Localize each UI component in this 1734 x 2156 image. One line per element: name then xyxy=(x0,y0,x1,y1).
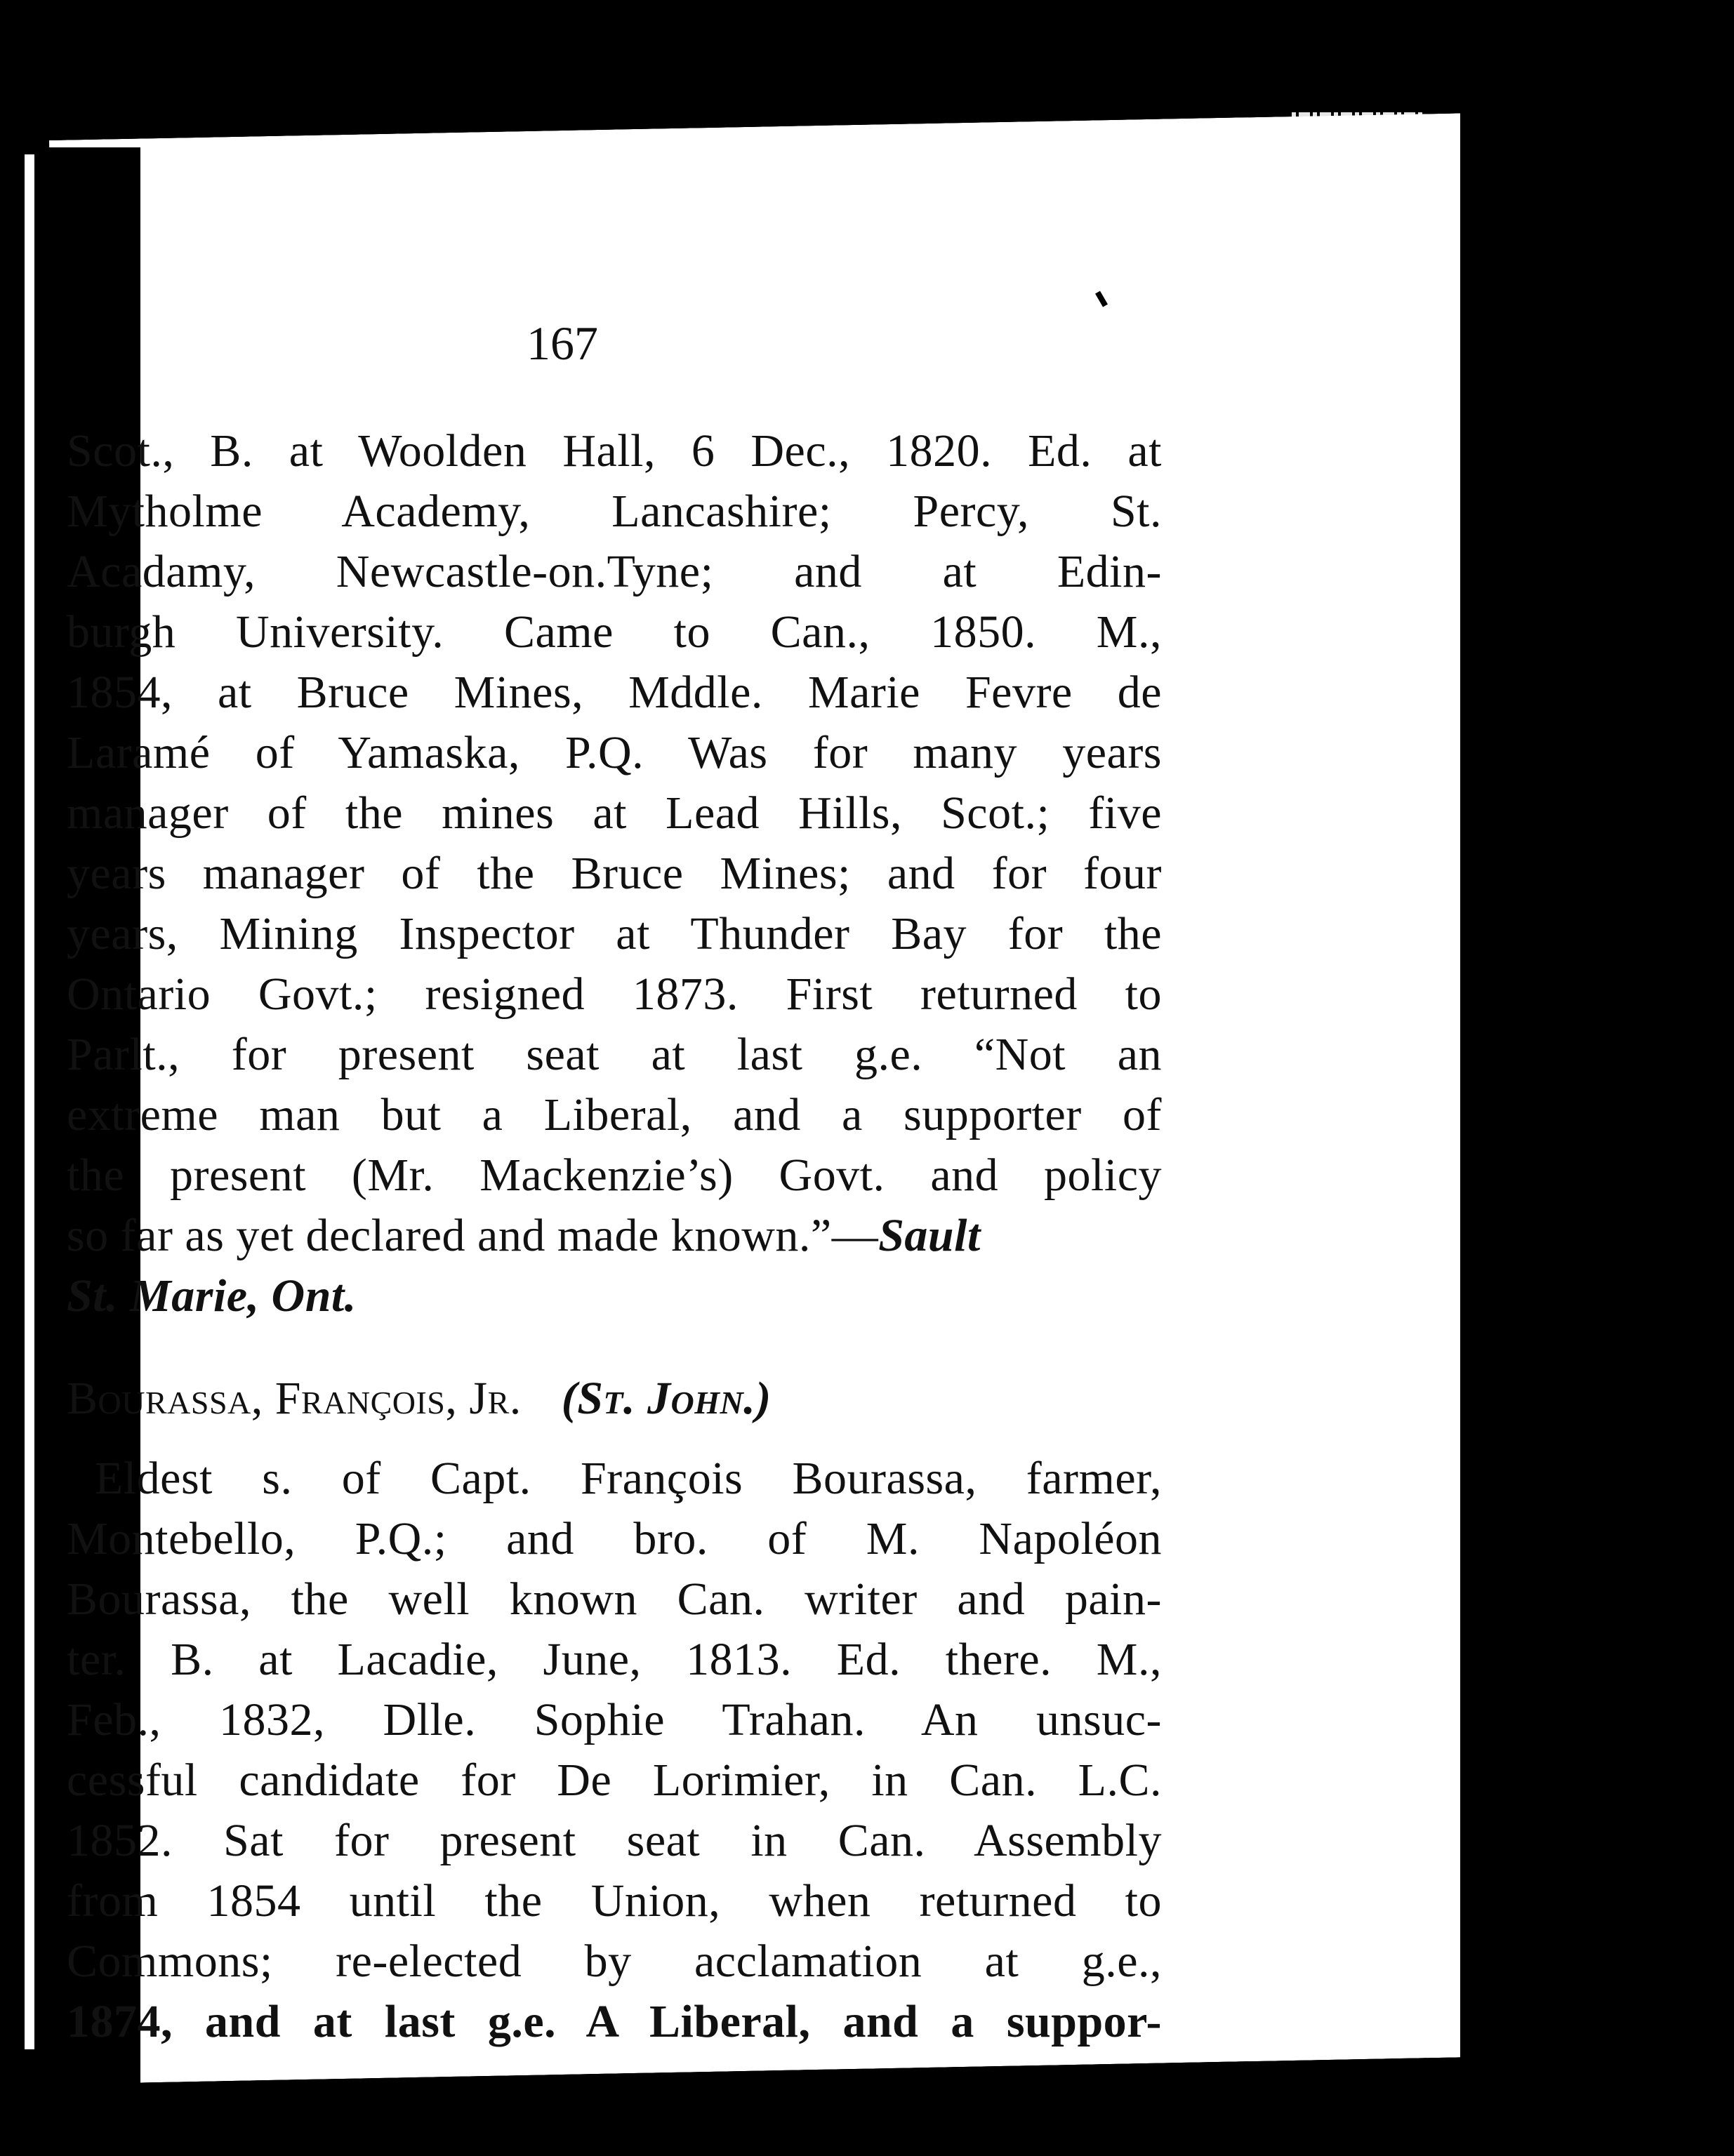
entry-line xyxy=(67,1206,1162,1266)
entry-line: years, Mining Inspector at Thunder Bay for the xyxy=(67,908,1162,959)
entry-heading-name: Bourassa, François, Jr. xyxy=(67,1373,522,1424)
entry-line: Feb., 1832, Dlle. Sophie Trahan. An unsuc- xyxy=(67,1694,1162,1745)
entry-line: Parlt., for present seat at last g.e. “Not an xyxy=(67,1029,1162,1080)
entry-line: from 1854 until the Union, when returned to xyxy=(67,1875,1162,1927)
entry-line: 1854, at Bruce Mines, Mddle. Marie Fevre de xyxy=(67,667,1162,718)
binding-edge xyxy=(25,154,34,2049)
entry-line: Bourassa, the well known Can. writer and pain- xyxy=(67,1573,1162,1625)
entry-text xyxy=(67,421,1162,2052)
entry-line: years manager of the Bruce Mines; and for four xyxy=(67,848,1162,899)
entry-place: Sault xyxy=(878,1210,981,1261)
entry-line: Scot., B. at Woolden Hall, 6 Dec., 1820. Ed. at xyxy=(67,425,1162,477)
entry-line: the present (Mr. Mackenzie’s) Govt. and policy xyxy=(67,1150,1162,1201)
entry-line: Ontario Govt.; resigned 1873. First returned to xyxy=(67,969,1162,1020)
entry-line: extreme man but a Liberal, and a supporter of xyxy=(67,1089,1162,1140)
entry-line: Laramé of Yamaska, P.Q. Was for many years xyxy=(67,727,1162,778)
entry-line: Mytholme Academy, Lancashire; Percy, St. xyxy=(67,486,1162,537)
entry-line: Acadamy, Newcastle-on.Tyne; and at Edin- xyxy=(67,546,1162,597)
entry-line: Eldest s. of Capt. François Bourassa, farmer, xyxy=(95,1453,1162,1504)
entry-heading-seat: (St. John.) xyxy=(561,1373,772,1424)
entry-line: Montebello, P.Q.; and bro. of M. Napoléon xyxy=(67,1513,1162,1564)
entry-line: manager of the mines at Lead Hills, Scot.; five xyxy=(67,787,1162,839)
entry-line: cessful candidate for De Lorimier, in Can. L.C. xyxy=(67,1755,1162,1806)
entry-line: burgh University. Came to Can., 1850. M., xyxy=(67,606,1162,658)
entry-line: 1852. Sat for present seat in Can. Assembly xyxy=(67,1815,1162,1866)
entry-line: 1874, and at last g.e. A Liberal, and a suppor- xyxy=(67,1996,1162,2047)
entry-line-text: so far as yet declared and made known.”— xyxy=(67,1210,879,1261)
entry-line: Commons; re-elected by acclamation at g.e., xyxy=(67,1936,1162,1987)
entry-place-end: St. Marie, Ont. xyxy=(67,1270,357,1322)
entry-line: ter. B. at Lacadie, June, 1813. Ed. there. M., xyxy=(67,1634,1162,1685)
entry-heading xyxy=(67,1369,1162,1429)
page-number: 167 xyxy=(527,317,598,370)
